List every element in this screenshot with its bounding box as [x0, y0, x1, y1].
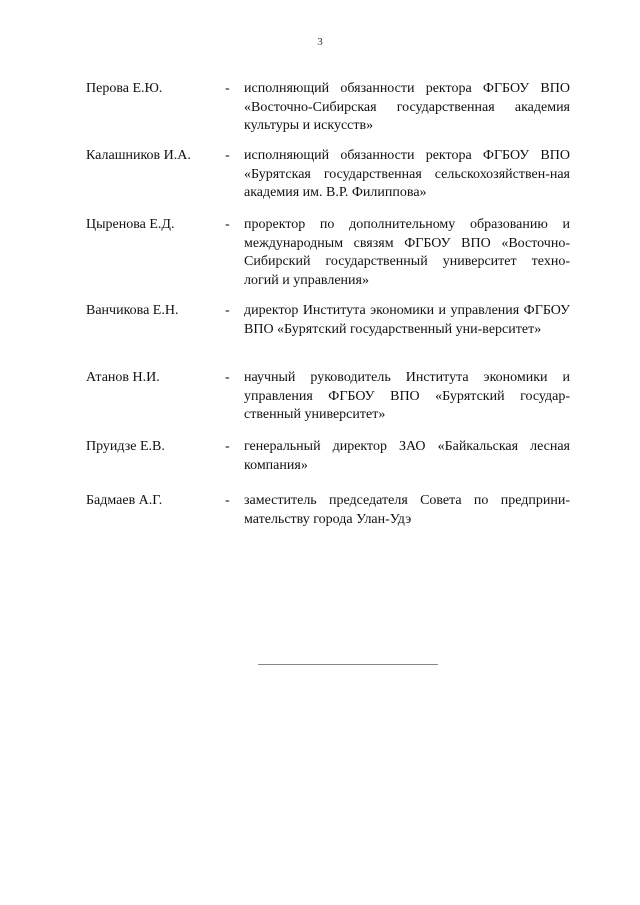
end-of-document-rule — [258, 664, 438, 665]
member-name: Калашников И.А. — [86, 148, 191, 163]
member-role: генеральный директор ЗАО «Байкальская лесная компания» — [244, 439, 570, 473]
member-entry — [86, 492, 570, 532]
member-role: исполняющий обязанности ректора ФГБОУ ВПО «Восточно-Сибирская государственная академия культуры и искусств» — [244, 81, 570, 133]
member-role: заместитель председателя Совета по предприни-мательству города Улан-Удэ — [244, 493, 570, 527]
member-dash: - — [225, 493, 230, 508]
member-list — [86, 80, 570, 532]
member-entry — [86, 80, 570, 147]
member-role: исполняющий обязанности ректора ФГБОУ ВПО «Бурятская государственная сельскохозяйствен-ная академия им. В.Р. Филиппова» — [244, 148, 570, 200]
member-entry — [86, 302, 570, 369]
member-dash: - — [225, 148, 230, 163]
member-dash: - — [225, 217, 230, 232]
member-name: Перова Е.Ю. — [86, 81, 163, 96]
member-dash: - — [225, 370, 230, 385]
member-entry — [86, 147, 570, 216]
member-entry — [86, 369, 570, 438]
member-entry — [86, 438, 570, 492]
member-name: Бадмаев А.Г. — [86, 493, 163, 508]
member-name: Цыренова Е.Д. — [86, 217, 175, 232]
member-role: научный руководитель Института экономики и управления ФГБОУ ВПО «Бурятский государ-ственный университет» — [244, 370, 570, 422]
member-dash: - — [225, 303, 230, 318]
member-dash: - — [225, 439, 230, 454]
member-name: Ванчикова Е.Н. — [86, 303, 179, 318]
page-number: 3 — [317, 36, 323, 48]
member-name: Атанов Н.И. — [86, 370, 160, 385]
member-role: директор Института экономики и управления ФГБОУ ВПО «Бурятский государственный уни-верситет» — [244, 303, 570, 337]
member-dash: - — [225, 81, 230, 96]
member-name: Пруидзе Е.В. — [86, 439, 165, 454]
member-role: проректор по дополнительному образованию и международным связям ФГБОУ ВПО «Восточно-Сибирский государственный университет техно-логий и управления» — [244, 217, 570, 288]
member-entry — [86, 216, 570, 302]
